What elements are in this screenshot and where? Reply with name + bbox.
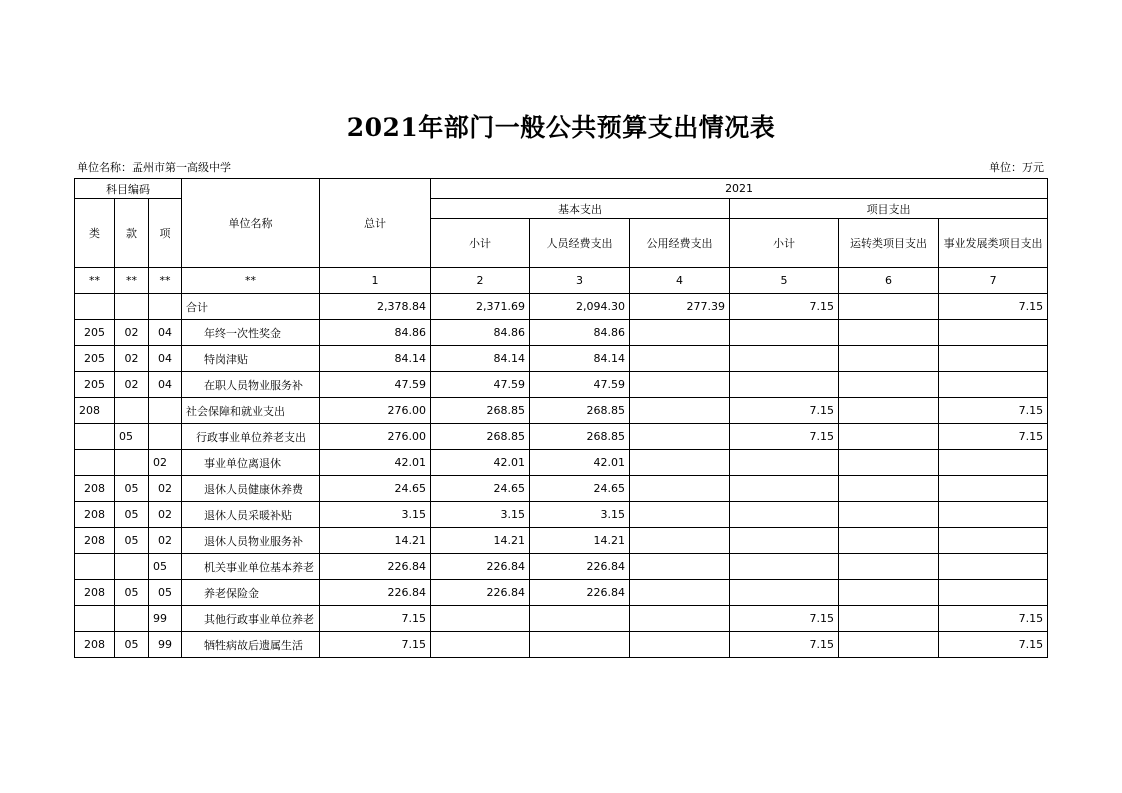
kuan-cell: 05 [115,580,149,606]
public-header: 公用经费支出 [630,219,730,268]
kuan-cell: 05 [115,502,149,528]
public-cell [630,476,730,502]
personnel-cell: 226.84 [530,580,630,606]
xiang-cell: 02 [149,476,182,502]
project-subtotal-cell: 7.15 [730,632,839,658]
transfer-cell [839,606,939,632]
basic-subtotal-cell [431,632,530,658]
basic-subtotal-cell: 2,371.69 [431,294,530,320]
col-number-1: 1 [320,268,431,294]
personnel-cell: 42.01 [530,450,630,476]
xiang-cell: 02 [149,528,182,554]
kuan-cell: 05 [115,424,149,450]
table-row [75,372,1048,398]
basic-subtotal-cell: 14.21 [431,528,530,554]
xiang-cell [149,294,182,320]
public-cell [630,320,730,346]
marker-kuan: ** [115,268,149,294]
basic-subtotal-cell: 226.84 [431,554,530,580]
lei-cell: 205 [75,320,115,346]
basic-subtotal-cell: 268.85 [431,424,530,450]
item-name-cell: 年终一次性奖金 [182,320,320,346]
xiang-cell: 04 [149,372,182,398]
unit-name-header: 单位名称 [182,179,320,268]
basic-subtotal-cell: 268.85 [431,398,530,424]
development-cell: 7.15 [939,632,1048,658]
xiang-cell: 04 [149,346,182,372]
transfer-cell [839,632,939,658]
lei-cell: 205 [75,346,115,372]
item-name-cell: 牺牲病故后遗属生活 [182,632,320,658]
table-row [75,606,1048,632]
personnel-cell [530,632,630,658]
total-cell: 226.84 [320,580,431,606]
project-subtotal-cell: 7.15 [730,398,839,424]
lei-cell: 208 [75,398,115,424]
marker-xiang: ** [149,268,182,294]
table-row [75,554,1048,580]
development-cell: 7.15 [939,606,1048,632]
total-cell: 42.01 [320,450,431,476]
basic-subtotal-cell [431,606,530,632]
personnel-cell: 14.21 [530,528,630,554]
lei-cell: 208 [75,528,115,554]
page-title: 2021年部门一般公共预算支出情况表 [346,113,776,142]
transfer-cell [839,372,939,398]
total-cell: 276.00 [320,398,431,424]
xiang-cell: 04 [149,320,182,346]
personnel-cell: 2,094.30 [530,294,630,320]
basic-subtotal-cell: 226.84 [431,580,530,606]
public-cell [630,424,730,450]
table-row [75,580,1048,606]
total-cell: 14.21 [320,528,431,554]
personnel-cell: 268.85 [530,424,630,450]
total-cell: 24.65 [320,476,431,502]
public-cell [630,346,730,372]
transfer-cell [839,346,939,372]
table-row [75,424,1048,450]
xiang-cell: 05 [149,554,182,580]
xiang-cell: 99 [149,632,182,658]
transfer-header: 运转类项目支出 [839,219,939,268]
project-expenditure-header: 项目支出 [730,199,1048,219]
personnel-header: 人员经费支出 [530,219,630,268]
kuan-cell: 05 [115,528,149,554]
kuan-cell: 05 [115,632,149,658]
table-row [75,528,1048,554]
personnel-cell: 84.14 [530,346,630,372]
item-name-cell: 在职人员物业服务补 [182,372,320,398]
table-row [75,632,1048,658]
table-row [75,398,1048,424]
kuan-cell: 02 [115,346,149,372]
basic-subtotal-cell: 84.14 [431,346,530,372]
transfer-cell [839,320,939,346]
transfer-cell [839,424,939,450]
total-cell: 84.86 [320,320,431,346]
col-number-3: 3 [530,268,630,294]
subject-code-header: 科目编码 [75,179,182,199]
development-cell [939,320,1048,346]
xiang-cell [149,424,182,450]
public-cell [630,528,730,554]
total-cell: 226.84 [320,554,431,580]
basic-subtotal-cell: 84.86 [431,320,530,346]
lei-cell: 205 [75,372,115,398]
transfer-cell [839,554,939,580]
total-cell: 84.14 [320,346,431,372]
total-cell: 7.15 [320,632,431,658]
kuan-cell: 02 [115,320,149,346]
total-cell: 276.00 [320,424,431,450]
project-subtotal-cell [730,372,839,398]
public-cell [630,554,730,580]
table-row [75,346,1048,372]
basic-subtotal-cell: 24.65 [431,476,530,502]
xiang-header: 项 [149,199,182,268]
kuan-header: 款 [115,199,149,268]
xiang-cell: 02 [149,502,182,528]
item-name-cell: 其他行政事业单位养老 [182,606,320,632]
kuan-cell [115,294,149,320]
unit-name-label: 单位名称：孟州市第一高级中学 [77,161,231,174]
development-header: 事业发展类项目支出 [939,219,1048,268]
personnel-cell: 24.65 [530,476,630,502]
col-number-4: 4 [630,268,730,294]
total-cell: 47.59 [320,372,431,398]
table-row [75,450,1048,476]
marker-lei: ** [75,268,115,294]
lei-cell: 208 [75,476,115,502]
item-name-cell: 退休人员健康休养费 [182,476,320,502]
table-row [75,476,1048,502]
lei-cell [75,424,115,450]
xiang-cell: 02 [149,450,182,476]
total-cell: 7.15 [320,606,431,632]
project-subtotal-cell: 7.15 [730,424,839,450]
xiang-cell: 05 [149,580,182,606]
kuan-cell [115,554,149,580]
development-cell [939,372,1048,398]
development-cell [939,450,1048,476]
item-name-cell: 退休人员采暖补贴 [182,502,320,528]
transfer-cell [839,476,939,502]
lei-cell: 208 [75,580,115,606]
xiang-cell [149,398,182,424]
transfer-cell [839,502,939,528]
unit-label: 单位：万元 [989,161,1044,174]
lei-cell [75,554,115,580]
development-cell: 7.15 [939,294,1048,320]
project-subtotal-cell: 7.15 [730,294,839,320]
col-number-5: 5 [730,268,839,294]
item-name-cell: 合计 [182,294,320,320]
xiang-cell: 99 [149,606,182,632]
kuan-cell: 05 [115,476,149,502]
public-cell [630,606,730,632]
total-cell: 3.15 [320,502,431,528]
marker-name: ** [182,268,320,294]
lei-cell [75,606,115,632]
col-number-6: 6 [839,268,939,294]
transfer-cell [839,580,939,606]
transfer-cell [839,294,939,320]
basic-expenditure-header: 基本支出 [431,199,730,219]
public-cell [630,398,730,424]
basic-subtotal-cell: 3.15 [431,502,530,528]
transfer-cell [839,528,939,554]
transfer-cell [839,450,939,476]
lei-cell [75,294,115,320]
project-subtotal-cell [730,346,839,372]
project-subtotal-cell [730,554,839,580]
public-cell [630,450,730,476]
personnel-cell: 268.85 [530,398,630,424]
public-cell [630,580,730,606]
development-cell [939,346,1048,372]
table-row [75,320,1048,346]
budget-table [74,178,1048,658]
kuan-cell [115,450,149,476]
personnel-cell: 84.86 [530,320,630,346]
project-subtotal-cell [730,502,839,528]
development-cell [939,528,1048,554]
public-cell [630,502,730,528]
item-name-cell: 退休人员物业服务补 [182,528,320,554]
development-cell [939,580,1048,606]
item-name-cell: 特岗津贴 [182,346,320,372]
development-cell [939,554,1048,580]
project-subtotal-cell: 7.15 [730,606,839,632]
basic-subtotal-header: 小计 [431,219,530,268]
basic-subtotal-cell: 42.01 [431,450,530,476]
personnel-cell: 47.59 [530,372,630,398]
lei-cell: 208 [75,502,115,528]
project-subtotal-cell [730,320,839,346]
project-subtotal-header: 小计 [730,219,839,268]
item-name-cell: 社会保障和就业支出 [182,398,320,424]
public-cell: 277.39 [630,294,730,320]
project-subtotal-cell [730,450,839,476]
public-cell [630,372,730,398]
kuan-cell [115,606,149,632]
col-number-2: 2 [431,268,530,294]
table-row [75,502,1048,528]
basic-subtotal-cell: 47.59 [431,372,530,398]
project-subtotal-cell [730,476,839,502]
transfer-cell [839,398,939,424]
project-subtotal-cell [730,528,839,554]
personnel-cell: 226.84 [530,554,630,580]
item-name-cell: 机关事业单位基本养老 [182,554,320,580]
table-row [75,294,1048,320]
public-cell [630,632,730,658]
development-cell [939,502,1048,528]
lei-cell [75,450,115,476]
lei-header: 类 [75,199,115,268]
col-number-7: 7 [939,268,1048,294]
kuan-cell: 02 [115,372,149,398]
lei-cell: 208 [75,632,115,658]
item-name-cell: 行政事业单位养老支出 [182,424,320,450]
development-cell: 7.15 [939,398,1048,424]
development-cell [939,476,1048,502]
total-header: 总计 [320,179,431,268]
kuan-cell [115,398,149,424]
personnel-cell: 3.15 [530,502,630,528]
personnel-cell [530,606,630,632]
year-header: 2021 [431,179,1048,199]
development-cell: 7.15 [939,424,1048,450]
item-name-cell: 事业单位离退休 [182,450,320,476]
item-name-cell: 养老保险金 [182,580,320,606]
total-cell: 2,378.84 [320,294,431,320]
project-subtotal-cell [730,580,839,606]
